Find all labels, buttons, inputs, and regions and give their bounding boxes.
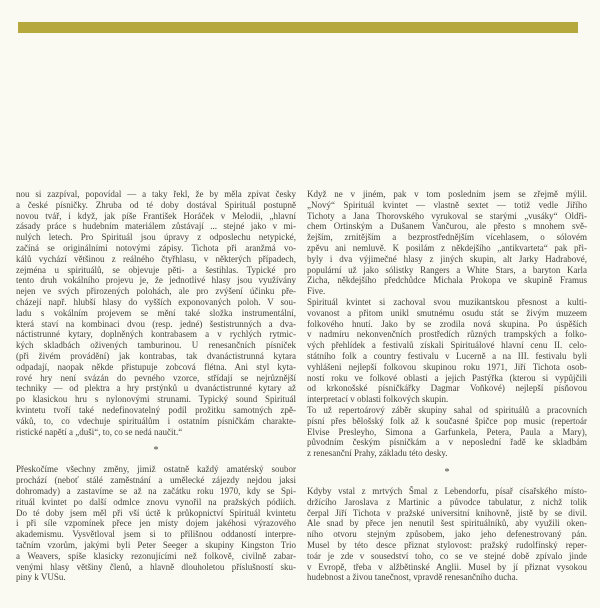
- text-line: nejen ve svých přirozených polohách, ale pro zvýšení účinku pře-: [16, 286, 296, 297]
- text-line: žejším, zrnitějším a bezprostřednějším vícehlasem, o sólovém: [307, 232, 587, 243]
- paragraph: [307, 189, 587, 297]
- text-line: vých přehlídek a festivalů získali Spirituálové hlavní cenu II. celo-: [307, 340, 587, 351]
- text-line: prochází (neboť stálé zaměstnání a umělecké zájezdy nejdou jaksi: [16, 475, 296, 486]
- text-line: Kdyby vstal z mrtvých Šmal z Lebendorfu, písař císařského místo-: [307, 485, 587, 496]
- text-line: interpretací v oblasti folkových skupin.: [307, 394, 449, 405]
- text-line: nou si zazpíval, popovídal — a taky řekl, že by měla zpívat česky: [16, 189, 296, 199]
- section-separator: [16, 445, 296, 456]
- text-line: cházejí např. hlubší hlasy do vyšších exponovaných poloh. V sou-: [16, 296, 296, 307]
- text-line: i při síle vzpomínek přece jen místy dojem jakéhosi výrazového: [16, 518, 296, 529]
- text-line: tento druh vokálního projevu je, že jednotlivé hlasy jsou využívány: [16, 275, 296, 286]
- text-line: vovanost a přitom unikl smutnému osudu stát se živým muzeem: [307, 307, 587, 318]
- left-text-column: [16, 189, 296, 583]
- text-line: toár je zde v sousedství toho, co se ve stejné době zpívalo jinde: [307, 550, 587, 561]
- text-line: ristické napětí a „duši“, to, co se nedá naučit.“: [16, 426, 183, 437]
- text-line: Five.: [307, 286, 326, 297]
- text-line: kých skladbách oživených tamburinou. U renesančních písniček: [16, 340, 296, 351]
- text-line: Elvise Presleyho, Simona a Garfunkela, Petera, Paula a Mary),: [307, 426, 587, 437]
- text-line: od krkonošské písničkářky Dagmar Voňkové) nejlepší písňovou: [307, 383, 587, 394]
- text-line: Když ne v jiném, pak v tom posledním jsem se zřejmě mýlil.: [307, 189, 587, 199]
- text-line: zejména u spirituálů, se objevuje pěti- a šestihlas. Typické pro: [16, 264, 296, 275]
- text-line: z renesanční Prahy, základu této desky.: [307, 448, 448, 459]
- text-line: vyhlášeni nejlepší folkovou skupinou roku 1971, Jiří Tichota osob-: [307, 361, 587, 372]
- text-line: (při živém provádění) jak kontrabas, tak dvanáctistrunná kytara: [16, 350, 296, 361]
- text-line: To už repertoárový záběr skupiny sahal od spirituálů a pracovních: [307, 404, 587, 415]
- text-line: ností roku ve folkové oblasti a jejich Pastýřka (kterou si vypůjčili: [307, 372, 587, 383]
- text-line: nulých letech. Pro Spirituál jsou úpravy z odposlechu netypické,: [16, 232, 296, 243]
- text-line: náctistrunné kytary, doplněných kontrabasem a v rychlých rytmic-: [16, 329, 296, 340]
- text-line: ladu s vokálním projevem se mění také složka instrumentální,: [16, 307, 296, 318]
- paragraph: [307, 297, 587, 405]
- text-line: po klasickou hru s nylonovými strunami. Typický sound Spirituál: [16, 394, 296, 405]
- text-line: v nadmíru nekonvenčních prostředích různých trampských a folko-: [307, 329, 587, 340]
- text-line: hudebnost a živou tanečnost, vpravdě renesančního ducha.: [307, 572, 518, 583]
- text-line: Spirituál kvintet si zachoval svou muzikantskou přesnost a kulti-: [307, 296, 587, 307]
- text-line: původním českým písničkám a v neposlední řadě ke skladbám: [307, 437, 587, 448]
- text-line: chem Ortinským a Dušanem Vančurou, ale přesto s mnohem svě-: [307, 221, 587, 232]
- text-line: rituál kvintet po další odmlce znovu vynořil na pražských pódiích.: [16, 496, 296, 507]
- text-line: populární už jako sólistky Rangers a White Stars, a baryton Karla: [307, 264, 587, 275]
- asterisk-glyph: *: [153, 445, 159, 457]
- text-line: váků, to, co vdechuje spirituálům i ostatním písničkám charakte-: [16, 415, 296, 426]
- text-line: zásady práce s hudebním materiálem zůstávají ... stejné jako v mi-: [16, 221, 296, 232]
- text-line: Musel by této desce přiznat stylovost: pražský rudolfínský reper-: [307, 539, 587, 550]
- paragraph: [16, 464, 296, 583]
- text-line: začíná se originálními notovými zápisy. Tichota při aranžmá vo-: [16, 242, 296, 253]
- text-line: která staví na kombinaci dvou (resp. jedné) šestistrunných a dva-: [16, 318, 296, 329]
- paragraph: [307, 405, 587, 459]
- text-line: odpadají, naopak někde přistupuje zobcová flétna. Ani styl kyta-: [16, 361, 296, 372]
- text-line: dohromady) a zastavíme se až na začátku roku 1970, kdy se Spi-: [16, 485, 296, 496]
- text-line: zpěvu ani nemluvě. K posilám z někdejšího „antikvarteta“ pak při-: [307, 242, 587, 253]
- text-line: kálů vychází většinou z reálného čtyřhlasu, v některých případech,: [16, 253, 296, 264]
- text-line: a české písničky. Zhruba od té doby dostával Spirituál postupně: [16, 199, 296, 210]
- text-line: venými hlasy většiny členů, a hlavně dlouholetou příslušností sku-: [16, 561, 296, 572]
- text-line: čerpal Jiří Tichota v pražské universitní knihovně, jistě by se divil.: [307, 507, 587, 518]
- text-line: držícího Jaroslava z Martinic a původce tabulatur, z nichž tolik: [307, 496, 587, 507]
- text-line: státního folk a country festivalu v Lucerně a na III. festivalu byli: [307, 350, 587, 361]
- text-line: Zicha, někdejšího předchůdce Michala Prokopa ve skupině Framus: [307, 275, 587, 286]
- text-line: techniky — od plektra a hry prstýnků u dvanáctistrunné kytary až: [16, 383, 296, 394]
- text-line: novou tvář, i když, jak píše František Horáček v Melodii, „hlavní: [16, 210, 296, 221]
- text-line: v Evropě, třeba v alžbětinské Anglii. Musel by jí přiznat vysokou: [307, 561, 587, 572]
- text-line: folkového hnutí. Jako by se zrodila nová skupina. Po úspěších: [307, 318, 587, 329]
- paragraph: [307, 486, 587, 583]
- text-line: Přeskočíme všechny změny, jimiž ostatně každý amatérský soubor: [16, 464, 296, 475]
- text-line: piny k VUSu.: [16, 572, 66, 583]
- decorative-top-bar: [18, 22, 578, 33]
- text-line: ního otvoru stejným způsobem, jako jeho defenestrovaný pán.: [307, 529, 587, 540]
- text-line: rové hry není svázán do pevného vzorce, střídají se nejrůznější: [16, 372, 296, 383]
- text-line: písní přes bělošský folk až k současné špičce pop music (repertoár: [307, 415, 587, 426]
- paragraph: [16, 189, 296, 437]
- text-line: Do té doby jsem měl při vší úctě k průkopnictví Spirituál kvintetu: [16, 507, 296, 518]
- text-line: „Nový“ Spirituál kvintet — vlastně sextet — totiž vedle Jiřího: [307, 199, 587, 210]
- text-line: kvintetu tvoří také nedefinovatelný podíl prožitku samotných zpě-: [16, 404, 296, 415]
- text-line: tačním vzorům, jakými byli Peter Seeger a skupiny Kingston Trio: [16, 539, 296, 550]
- asterisk-glyph: *: [444, 466, 450, 478]
- text-line: Tichoty a Jana Thorovského vyrukoval se starými „vusáky“ Oldři-: [307, 210, 587, 221]
- text-columns: [16, 189, 587, 583]
- text-line: byly i dva výjimečné hlasy z jiných skupin, alt Jarky Hadrabové,: [307, 253, 587, 264]
- text-line: akademismu. Vysvětloval jsem si to přílišnou oddaností interpre-: [16, 529, 296, 540]
- right-text-column: [307, 189, 587, 583]
- text-line: Ale snad by přece jen nenutil šest spirituálníků, aby využili oken-: [307, 518, 587, 529]
- text-line: a Weavers, spíše klasicky rezonujícími než folkově, civilně zabar-: [16, 550, 296, 561]
- section-separator: [307, 467, 587, 478]
